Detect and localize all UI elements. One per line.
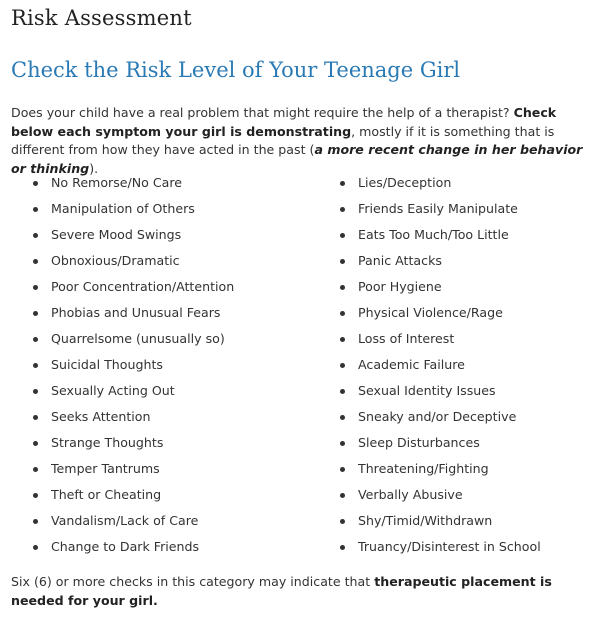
symptom-item xyxy=(31,433,234,459)
symptom-item xyxy=(338,511,541,537)
intro-bold-instruction: Check below each symptom your girl is demonstrating xyxy=(11,105,557,139)
bullet-icon xyxy=(340,363,345,368)
bullet-icon xyxy=(33,259,38,264)
symptom-label: Friends Easily Manipulate xyxy=(358,201,518,216)
bullet-icon xyxy=(33,233,38,238)
symptom-item xyxy=(31,277,234,303)
symptom-label: Lies/Deception xyxy=(358,175,452,190)
symptom-label: Theft or Cheating xyxy=(51,487,162,502)
symptom-label: Sneaky and/or Deceptive xyxy=(358,409,517,424)
symptom-item xyxy=(338,303,541,329)
bullet-icon xyxy=(340,233,345,238)
bullet-icon xyxy=(340,545,345,550)
intro-italic-note: a more recent change in her behavior or thinking xyxy=(11,142,583,176)
symptom-label: Academic Failure xyxy=(358,357,465,372)
bullet-icon xyxy=(33,181,38,186)
bullet-icon xyxy=(33,493,38,498)
bullet-icon xyxy=(340,311,345,316)
symptom-label: Phobias and Unusual Fears xyxy=(51,305,221,320)
intro-paragraph xyxy=(11,104,596,178)
bullet-icon xyxy=(33,207,38,212)
footer-bold-text: therapeutic placement is needed for your girl. xyxy=(11,574,552,608)
intro-text-3: ). xyxy=(89,160,99,176)
symptom-label: Poor Hygiene xyxy=(358,279,442,294)
symptom-label: Strange Thoughts xyxy=(51,435,164,450)
symptom-item xyxy=(31,407,234,433)
bullet-icon xyxy=(340,207,345,212)
bullet-icon xyxy=(33,519,38,524)
symptom-label: Manipulation of Others xyxy=(51,201,195,216)
symptom-label: No Remorse/No Care xyxy=(51,175,183,190)
symptom-item xyxy=(31,329,234,355)
bullet-icon xyxy=(340,259,345,264)
bullet-icon xyxy=(340,415,345,420)
symptom-item xyxy=(338,407,541,433)
symptom-label: Quarrelsome (unusually so) xyxy=(51,331,225,346)
symptom-item xyxy=(338,173,541,199)
symptom-item xyxy=(31,225,234,251)
symptom-item xyxy=(31,459,234,485)
symptom-item xyxy=(338,485,541,511)
bullet-icon xyxy=(33,363,38,368)
bullet-icon xyxy=(340,389,345,394)
symptom-item xyxy=(31,173,234,199)
symptom-item xyxy=(31,199,234,225)
symptom-label: Obnoxious/Dramatic xyxy=(51,253,180,268)
symptom-item xyxy=(338,537,541,563)
symptom-label: Panic Attacks xyxy=(358,253,442,268)
bullet-icon xyxy=(33,415,38,420)
symptom-label: Seeks Attention xyxy=(51,409,151,424)
symptom-label: Physical Violence/Rage xyxy=(358,305,503,320)
bullet-icon xyxy=(33,441,38,446)
symptom-item xyxy=(31,537,234,563)
symptom-label: Sexual Identity Issues xyxy=(358,383,496,398)
bullet-icon xyxy=(33,545,38,550)
symptom-label: Change to Dark Friends xyxy=(51,539,200,554)
symptom-label: Temper Tantrums xyxy=(51,461,160,476)
symptom-item xyxy=(338,355,541,381)
symptom-item xyxy=(31,381,234,407)
symptom-item xyxy=(338,251,541,277)
bullet-icon xyxy=(340,285,345,290)
symptom-label: Suicidal Thoughts xyxy=(51,357,163,372)
bullet-icon xyxy=(340,181,345,186)
footer-text: Six (6) or more checks in this category may indicate that xyxy=(11,574,375,589)
symptom-list-right xyxy=(338,173,541,563)
bullet-icon xyxy=(33,337,38,342)
symptom-label: Shy/Timid/Withdrawn xyxy=(358,513,493,528)
symptom-label: Eats Too Much/Too Little xyxy=(358,227,509,242)
symptom-item xyxy=(338,433,541,459)
intro-text-1: Does your child have a real problem that might require the help of a therapist? xyxy=(11,105,514,120)
bullet-icon xyxy=(33,389,38,394)
symptom-list-left xyxy=(31,173,234,563)
symptom-item xyxy=(31,251,234,277)
symptom-label: Vandalism/Lack of Care xyxy=(51,513,199,528)
symptom-label: Verbally Abusive xyxy=(358,487,463,502)
symptom-label: Severe Mood Swings xyxy=(51,227,182,242)
symptom-item xyxy=(31,485,234,511)
symptom-item xyxy=(338,225,541,251)
symptom-item xyxy=(338,329,541,355)
symptom-item xyxy=(31,511,234,537)
bullet-icon xyxy=(33,467,38,472)
symptom-label: Poor Concentration/Attention xyxy=(51,279,235,294)
bullet-icon xyxy=(340,441,345,446)
symptom-item xyxy=(338,277,541,303)
symptom-label: Truancy/Disinterest in School xyxy=(358,539,541,554)
section-heading: Risk Assessment xyxy=(11,6,192,30)
bullet-icon xyxy=(33,311,38,316)
article-title: Check the Risk Level of Your Teenage Girl xyxy=(11,58,461,82)
bullet-icon xyxy=(340,337,345,342)
symptom-label: Sleep Disturbances xyxy=(358,435,480,450)
symptom-item xyxy=(31,355,234,381)
bullet-icon xyxy=(340,467,345,472)
symptom-label: Sexually Acting Out xyxy=(51,383,175,398)
bullet-icon xyxy=(340,493,345,498)
bullet-icon xyxy=(33,285,38,290)
footer-note xyxy=(11,573,596,610)
symptom-item xyxy=(338,459,541,485)
intro-text-2: , mostly if it is something that is different from how they have acted in the past ( xyxy=(11,123,555,157)
bullet-icon xyxy=(340,519,345,524)
symptom-item xyxy=(338,381,541,407)
symptom-item xyxy=(338,199,541,225)
symptom-label: Loss of Interest xyxy=(358,331,455,346)
symptom-label: Threatening/Fighting xyxy=(358,461,489,476)
symptom-item xyxy=(31,303,234,329)
